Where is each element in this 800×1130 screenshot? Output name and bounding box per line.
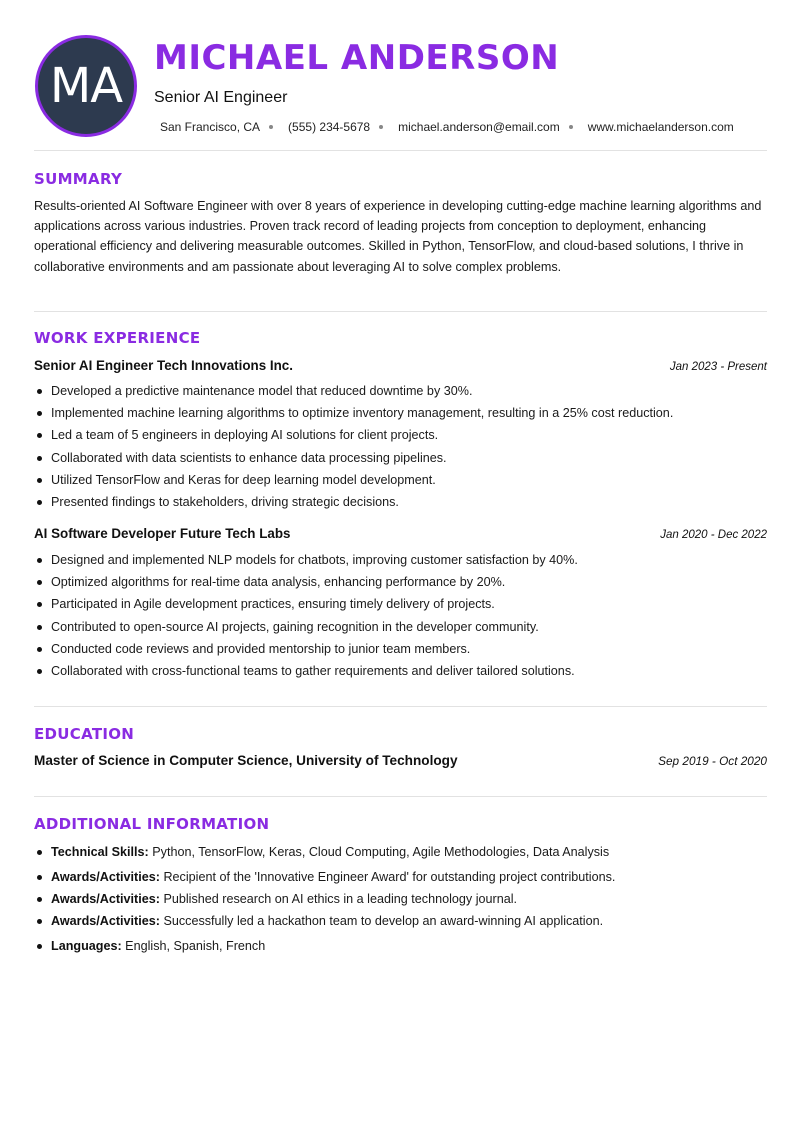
job-bullet: Collaborated with cross-functional teams to gather requirements and deliver tailored solutions.: [34, 660, 767, 682]
summary-text: Results-oriented AI Software Engineer with over 8 years of experience in developing cutting-edge machine learning algorithms and applications across various industries. Proven track record of leading projects from conception to deployment, enhancing operational efficiency and delivering measurable outcomes. Skilled in Python, TensorFlow, and cloud-based solutions, I thrive in collaborative environments and am passionate about leveraging AI to solve complex problems.: [34, 199, 762, 274]
section-divider: [34, 311, 767, 312]
resume-header: [0, 0, 800, 150]
info-item: [34, 935, 767, 957]
info-label: Languages:: [51, 939, 122, 953]
info-label: Awards/Activities:: [51, 914, 160, 928]
job-bullet: Implemented machine learning algorithms to optimize inventory management, resulting in a 25% cost reduction.: [34, 402, 767, 424]
job-bullet-list: [34, 380, 767, 513]
section-divider: [34, 706, 767, 707]
additional-info-list: [34, 841, 767, 957]
section-divider: [34, 150, 767, 151]
job-title-company: Senior AI Engineer Tech Innovations Inc.: [34, 358, 293, 373]
job-bullet: Collaborated with data scientists to enhance data processing pipelines.: [34, 447, 767, 469]
info-label: Awards/Activities:: [51, 892, 160, 906]
contact-location: San Francisco, CA: [160, 120, 261, 134]
experience-heading: WORK EXPERIENCE: [34, 329, 201, 347]
job-title-company: AI Software Developer Future Tech Labs: [34, 526, 291, 541]
education-dates: Sep 2019 - Oct 2020: [658, 754, 767, 768]
contact-separator: [379, 125, 383, 129]
info-value: Python, TensorFlow, Keras, Cloud Computing, Agile Methodologies, Data Analysis: [148, 845, 610, 859]
education-degree: Master of Science in Computer Science, University of Technology: [34, 753, 458, 768]
job-header: [34, 526, 767, 541]
job-bullet: Led a team of 5 engineers in deploying AI solutions for client projects.: [34, 424, 767, 446]
additional-heading: ADDITIONAL INFORMATION: [34, 815, 270, 833]
info-item: [34, 866, 767, 888]
candidate-title: Senior AI Engineer: [154, 89, 288, 106]
contact-phone[interactable]: (555) 234-5678: [288, 120, 371, 134]
job-header: [34, 358, 767, 373]
contact-email[interactable]: michael.anderson@email.com: [398, 120, 560, 134]
contact-separator: [569, 125, 573, 129]
info-item: [34, 888, 767, 910]
job-bullet: Contributed to open-source AI projects, gaining recognition in the developer community.: [34, 616, 767, 638]
info-item: [34, 841, 767, 863]
education-entry: [34, 753, 767, 768]
job-bullet: Presented findings to stakeholders, driving strategic decisions.: [34, 491, 767, 513]
contact-website[interactable]: www.michaelanderson.com: [587, 120, 734, 134]
info-value: Published research on AI ethics in a leading technology journal.: [159, 892, 518, 906]
job-bullet: Conducted code reviews and provided mentorship to junior team members.: [34, 638, 767, 660]
job-dates: Jan 2023 - Present: [669, 361, 767, 373]
avatar: [35, 35, 137, 137]
section-divider: [34, 796, 767, 797]
info-value: Recipient of the 'Innovative Engineer Award' for outstanding project contributions.: [159, 870, 616, 884]
job-bullet: Utilized TensorFlow and Keras for deep learning model development.: [34, 469, 767, 491]
summary-heading: SUMMARY: [34, 170, 123, 188]
contact-separator: [269, 125, 273, 129]
contact-line: [160, 120, 734, 134]
candidate-name: MICHAEL ANDERSON: [154, 38, 560, 78]
job-bullet: Developed a predictive maintenance model that reduced downtime by 30%.: [34, 380, 767, 402]
avatar-initials: MA: [49, 58, 123, 114]
info-label: Awards/Activities:: [51, 870, 160, 884]
info-item: [34, 910, 767, 932]
job-dates: Jan 2020 - Dec 2022: [660, 529, 767, 541]
job-bullet: Designed and implemented NLP models for chatbots, improving customer satisfaction by 40%.: [34, 549, 767, 571]
job-bullet: Optimized algorithms for real-time data analysis, enhancing performance by 20%.: [34, 571, 767, 593]
info-label: Technical Skills:: [51, 845, 149, 859]
info-value: Successfully led a hackathon team to develop an award-winning AI application.: [159, 914, 604, 928]
job-bullet: Participated in Agile development practices, ensuring timely delivery of projects.: [34, 593, 767, 615]
info-value: English, Spanish, French: [121, 939, 266, 953]
education-heading: EDUCATION: [34, 725, 135, 743]
job-bullet-list: [34, 549, 767, 682]
